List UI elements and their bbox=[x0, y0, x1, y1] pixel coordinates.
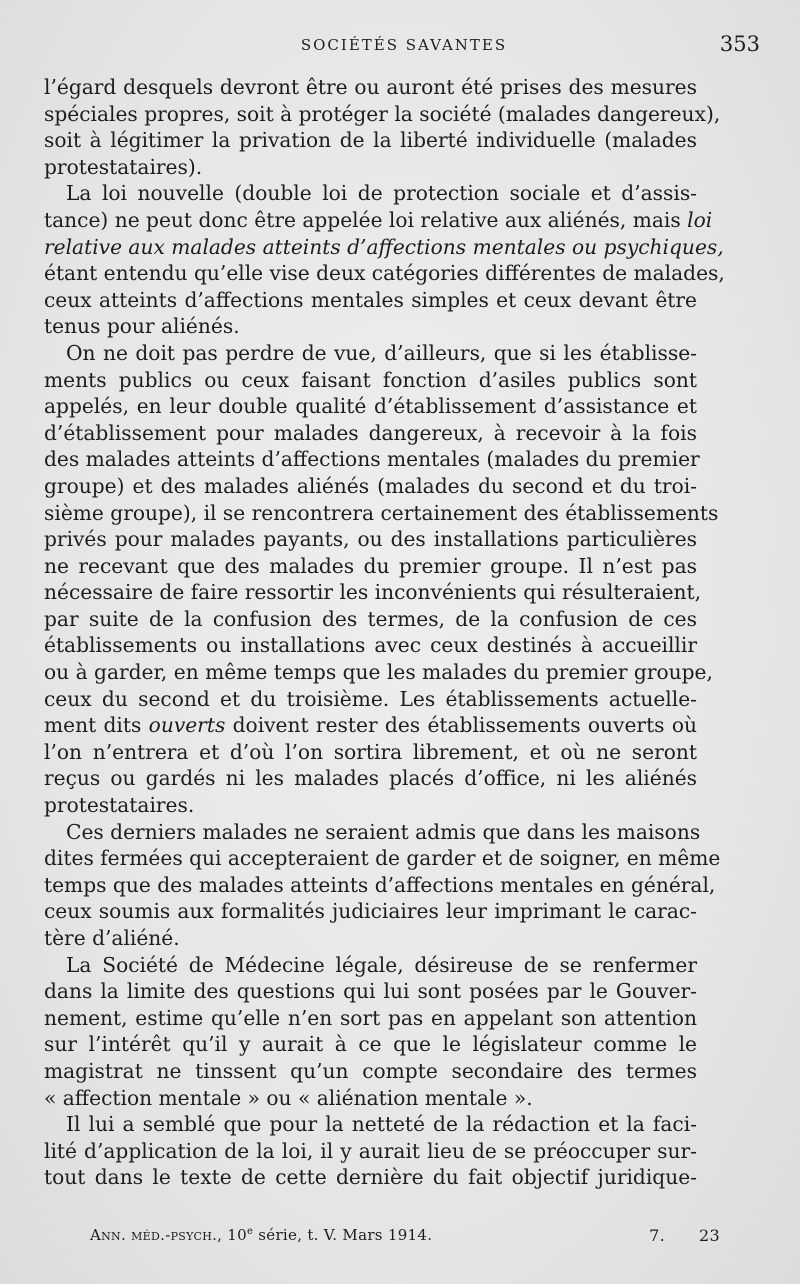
text-line: nement, estime qu’elle n’en sort pas en appelant son attention bbox=[44, 1005, 697, 1030]
signature-page: 23 bbox=[699, 1226, 720, 1245]
text-line: soit à légitimer la privation de la liberté individuelle (malades bbox=[44, 128, 697, 153]
text-line: dites fermées qui accepteraient de garder et de soigner, en même bbox=[44, 846, 721, 871]
running-head bbox=[48, 32, 760, 60]
text-line: ne recevant que des malades du premier groupe. Il n’est pas bbox=[44, 553, 697, 578]
text-line: par suite de la confusion des termes, de la confusion de ces bbox=[44, 606, 697, 631]
text-line: appelés, en leur double qualité d’établissement d’assistance et bbox=[44, 394, 697, 419]
text-line: dans la limite des questions qui lui sont posées par le Gouver- bbox=[44, 979, 697, 1004]
text-line: Ces derniers malades ne seraient admis que dans les maisons bbox=[66, 819, 701, 844]
signature-number: 7. bbox=[649, 1226, 666, 1245]
text-line: « affection mentale » ou « aliénation mentale ». bbox=[44, 1085, 533, 1110]
text-line: reçus ou gardés ni les malades placés d’office, ni les aliénés bbox=[44, 766, 697, 791]
text-line: ceux du second et du troisième. Les établissements actuelle- bbox=[44, 686, 697, 711]
text-line: étant entendu qu’elle vise deux catégories différentes de malades, bbox=[44, 261, 725, 286]
text-line: tère d’aliéné. bbox=[44, 926, 180, 950]
text-line: établissements ou installations avec ceux destinés à accueillir bbox=[44, 633, 697, 658]
text-line: lité d’application de la loi, il y aurait lieu de se préoccuper sur- bbox=[44, 1138, 697, 1163]
text-line: privés pour malades payants, ou des installations particulières bbox=[44, 527, 697, 552]
text-line: sur l’intérêt qu’il y aurait à ce que le législateur comme le bbox=[44, 1032, 697, 1057]
footer bbox=[90, 1226, 720, 1250]
signature-mark bbox=[649, 1226, 720, 1245]
text-line: ceux soumis aux formalités judiciaires leur imprimant le carac- bbox=[44, 899, 697, 924]
text-line: l’on n’entrera et d’où l’on sortira librement, et où ne seront bbox=[44, 739, 697, 764]
text-line: protestataires). bbox=[44, 154, 203, 179]
text-line: temps que des malades atteints d’affections mentales en général, bbox=[44, 872, 716, 897]
text-line: d’établissement pour malades dangereux, à recevoir à la fois bbox=[44, 420, 697, 445]
text-line: ment dits ouverts doivent rester des établissements ouverts où bbox=[44, 713, 697, 738]
journal-citation: Ann. méd.-psych., 10e série, t. V. Mars 1914. bbox=[90, 1226, 433, 1244]
text-line: tenus pour aliénés. bbox=[44, 314, 240, 339]
text-line: l’égard desquels devront être ou auront été prises des mesures bbox=[44, 75, 697, 99]
text-line: tout dans le texte de cette dernière du fait objectif juridique- bbox=[44, 1165, 697, 1190]
text-line: On ne doit pas perdre de vue, d’ailleurs, que si les établisse- bbox=[66, 340, 697, 365]
text-line: des malades atteints d’affections mentales (malades du premier bbox=[44, 447, 700, 472]
text-line: sième groupe), il se rencontrera certainement des établissements bbox=[44, 500, 719, 525]
text-line: spéciales propres, soit à protéger la société (malades dangereux), bbox=[44, 101, 721, 126]
text-line: groupe) et des malades aliénés (malades du second et du troi- bbox=[44, 473, 697, 498]
text-line: protestataires. bbox=[44, 793, 195, 818]
text-line: La loi nouvelle (double loi de protection sociale et d’assis- bbox=[66, 181, 697, 206]
body-text bbox=[44, 74, 725, 1191]
page-number: 353 bbox=[719, 32, 760, 56]
text-line: ceux atteints d’affections mentales simples et ceux devant être bbox=[44, 287, 697, 312]
text-line: nécessaire de faire ressortir les inconvénients qui résulteraient, bbox=[44, 580, 702, 605]
text-line: relative aux malades atteints d’affections mentales ou psychiques, bbox=[44, 234, 724, 259]
text-line: Il lui a semblé que pour la netteté de la rédaction et la faci- bbox=[66, 1112, 697, 1137]
text-line: La Société de Médecine légale, désireuse de se renfermer bbox=[66, 952, 697, 977]
text-line: ments publics ou ceux faisant fonction d’asiles publics sont bbox=[44, 367, 697, 392]
text-line: magistrat ne tinssent qu’un compte secondaire des termes bbox=[44, 1058, 697, 1083]
running-title: SOCIÉTÉS SAVANTES bbox=[300, 36, 508, 54]
text-line: tance) ne peut donc être appelée loi relative aux aliénés, mais loi bbox=[44, 207, 713, 232]
text-line: ou à garder, en même temps que les malades du premier groupe, bbox=[44, 660, 713, 685]
